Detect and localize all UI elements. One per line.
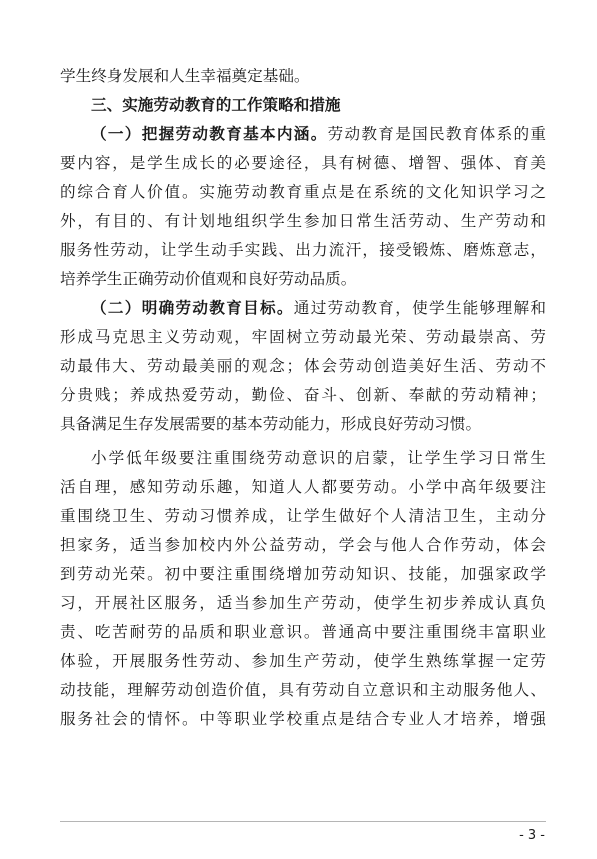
paragraph-line: 重围绕卫生、劳动习惯养成，让学生做好个人清洁卫生，主动分 [60,507,546,525]
paragraph-line: 小学低年级要注重围绕劳动意识的启蒙，让学生学习日常生 [91,449,546,467]
paragraph-line: 要内容，是学生成长的必要途径，具有树德、增智、强体、育美 [60,154,546,172]
paragraph-line: 服务性劳动，让学生动手实践、出力流汗，接受锻炼、磨炼意志， [60,241,546,259]
page-number: - 3 - [519,828,545,843]
paragraph-line: 习，开展社区服务，适当参加生产劳动，使学生初步养成认真负 [60,594,546,612]
paragraph-line: 动技能，理解劳动创造价值，具有劳动自立意识和主动服务他人、 [60,681,546,699]
paragraph-line: 活自理，感知劳动乐趣，知道人人都要劳动。小学中高年级要注 [60,478,546,496]
paragraph-line: 分贵贱；养成热爱劳动，勤俭、奋斗、创新、奉献的劳动精神； [60,386,546,404]
paragraph-line: 外，有目的、有计划地组织学生参加日常生活劳动、生产劳动和 [60,212,546,230]
paragraph-line: 服务社会的情怀。中等职业学校重点是结合专业人才培养，增强 [60,710,546,728]
section-heading: 三、实施劳动教育的工作策略和措施 [91,96,341,114]
paragraph-line: 责、吃苦耐劳的品质和职业意识。普通高中要注重围绕丰富职业 [60,623,546,641]
paragraph-line: 学生终身发展和人生幸福奠定基础。 [60,67,310,85]
subsection-heading: （一）把握劳动教育基本内涵。 [91,125,328,143]
paragraph-line-text: 通过劳动教育，使学生能够理解和 [293,299,546,317]
paragraph-line: 担家务，适当参加校内外公益劳动，学会与他人合作劳动，体会 [60,536,546,554]
paragraph-line: 培养学生正确劳动价值观和良好劳动品质。 [60,270,357,288]
footer-divider [60,821,546,822]
paragraph-line: 动最伟大、劳动最美丽的观念；体会劳动创造美好生活、劳动不 [60,357,546,375]
paragraph-line: 形成马克思主义劳动观，牢固树立劳动最光荣、劳动最崇高、劳 [60,328,546,346]
paragraph-line: 体验，开展服务性劳动、参加生产劳动，使学生熟练掌握一定劳 [60,652,546,670]
paragraph-line: 到劳动光荣。初中要注重围绕增加劳动知识、技能，加强家政学 [60,565,546,583]
subsection-heading: （二）明确劳动教育目标。 [91,299,294,317]
document-body [60,62,546,734]
paragraph-line [60,120,546,149]
paragraph-line: 具备满足生存发展需要的基本劳动能力，形成良好劳动习惯。 [60,415,482,433]
paragraph-line-text: 劳动教育是国民教育体系的重 [327,125,546,143]
paragraph-line: 的综合育人价值。实施劳动教育重点是在系统的文化知识学习之 [60,183,546,201]
paragraph-line [60,294,546,323]
